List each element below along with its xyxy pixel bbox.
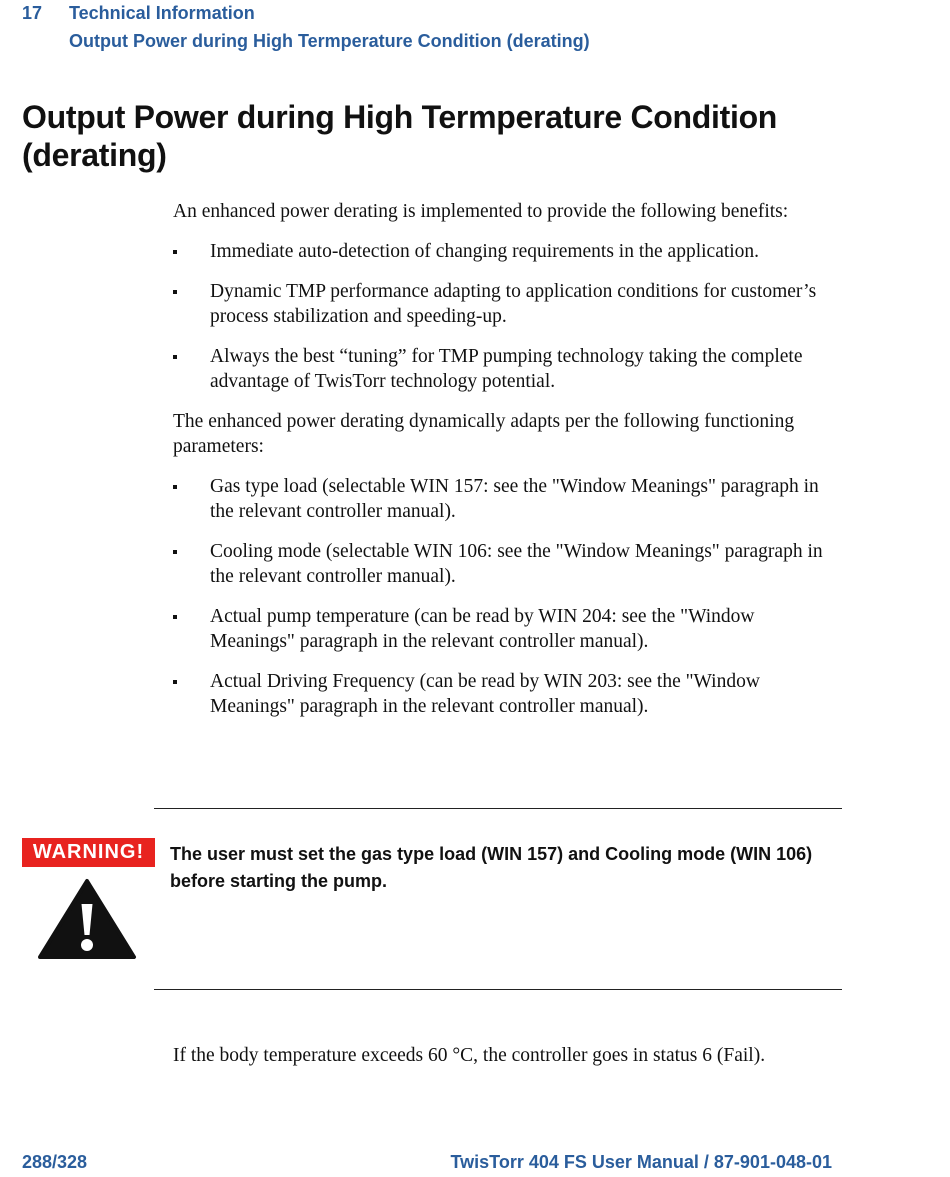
list-item: Dynamic TMP performance adapting to application conditions for customer’s process stabilization and speeding-up. (173, 279, 838, 329)
list-item: Actual pump temperature (can be read by WIN 204: see the "Window Meanings" paragraph in the relevant controller manual). (173, 604, 838, 654)
main-content (173, 199, 838, 719)
warning-top-divider (154, 808, 842, 809)
page-title: Output Power during High Termperature Condition (derating) (22, 99, 778, 173)
warning-triangle-icon (37, 878, 137, 960)
intro-paragraph: An enhanced power derating is implemented to provide the following benefits: (173, 201, 789, 222)
page-number: 288/328 (22, 1152, 88, 1172)
list-item: Immediate auto-detection of changing requirements in the application. (173, 239, 838, 264)
bullet-icon (173, 355, 177, 359)
list-item: Cooling mode (selectable WIN 106: see the "Window Meanings" paragraph in the relevant controller manual). (173, 539, 838, 589)
section-title: Output Power during High Termperature Condition (derating) (69, 31, 590, 51)
warning-text: The user must set the gas type load (WIN 157) and Cooling mode (WIN 106) before starting the pump. (170, 844, 813, 891)
bullet-icon (173, 250, 177, 254)
parameters-list (173, 474, 838, 719)
bullet-icon (173, 680, 177, 684)
chapter-title: Technical Information (69, 3, 255, 23)
warning-label: WARNING! (22, 838, 155, 867)
benefits-list (173, 239, 838, 394)
list-item: Actual Driving Frequency (can be read by WIN 203: see the "Window Meanings" paragraph in the relevant controller manual). (173, 669, 838, 719)
list-item: Gas type load (selectable WIN 157: see the "Window Meanings" paragraph in the relevant controller manual). (173, 474, 838, 524)
list-item: Always the best “tuning” for TMP pumping technology taking the complete advantage of TwisTorr technology potential. (173, 344, 838, 394)
bullet-icon (173, 550, 177, 554)
chapter-number: 17 (22, 3, 43, 23)
warning-bottom-divider (154, 989, 842, 990)
parameters-intro-paragraph: The enhanced power derating dynamically adapts per the following functioning parameters: (173, 411, 795, 457)
temperature-note: If the body temperature exceeds 60 °C, the controller goes in status 6 (Fail). (173, 1045, 766, 1066)
manual-reference: TwisTorr 404 FS User Manual / 87-901-048-01 (450, 1152, 832, 1172)
bullet-icon (173, 290, 177, 294)
bullet-icon (173, 485, 177, 489)
bullet-icon (173, 615, 177, 619)
